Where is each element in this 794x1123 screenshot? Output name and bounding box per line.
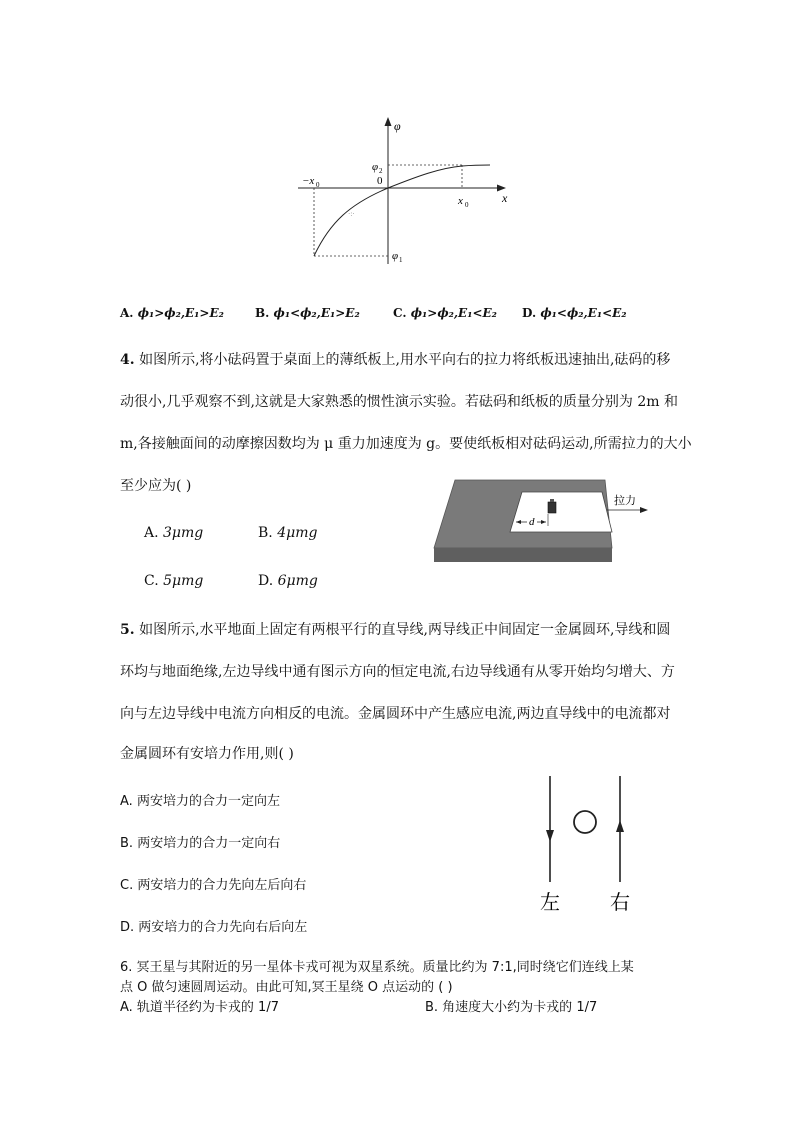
option-letter: D.: [120, 920, 135, 935]
y-axis-arrow: [385, 117, 392, 126]
table-edge: [434, 548, 612, 562]
q4-line-2: 动很小,几乎观察不到,这就是大家熟悉的惯性演示实验。若砝码和纸板的质量分别为 2m 和: [120, 394, 678, 410]
option-text: 4μmg: [277, 525, 318, 541]
phi2-subscript: 2: [379, 167, 383, 175]
q3-option-d: [522, 304, 627, 322]
q4-option-c: [144, 572, 203, 590]
option-letter: A.: [144, 525, 159, 541]
q3-option-a: [120, 304, 224, 322]
option-text: 两安培力的合力一定向右: [137, 836, 281, 851]
option-text: 两安培力的合力先向左后向右: [137, 878, 307, 893]
option-letter: C.: [120, 878, 134, 893]
option-letter: D.: [258, 573, 274, 589]
question-number: 4.: [120, 352, 135, 368]
option-text: 两安培力的合力一定向左: [136, 794, 280, 809]
q4-line-1: [120, 351, 670, 369]
weight-block: [548, 502, 556, 513]
phi1-label: φ: [392, 250, 399, 262]
left-label: 左: [540, 890, 560, 914]
question-text: 如图所示,水平地面上固定有两根平行的直导线,两导线正中间固定一金属圆环,导线和圆: [139, 622, 671, 638]
question-number: 6.: [120, 960, 133, 975]
option-text: ϕ₁>ϕ₂,E₁<E₂: [410, 306, 497, 320]
option-letter: C.: [144, 573, 159, 589]
q5-option-d: [120, 919, 307, 937]
q6-option-a: A. 轨道半径约为卡戎的 1/7: [120, 1000, 279, 1015]
q5-line-1: [120, 621, 670, 639]
force-label: 拉力: [614, 494, 636, 507]
option-text: ϕ₁<ϕ₂,E₁<E₂: [540, 306, 627, 320]
right-label: 右: [610, 890, 630, 914]
option-letter: B.: [120, 836, 134, 851]
neg-x0-subscript: 0: [316, 181, 320, 189]
option-letter: A.: [120, 794, 133, 809]
option-letter: A.: [120, 306, 134, 320]
q5-line-3: 向与左边导线中电流方向相反的电流。金属圆环中产生感应电流,两边直导线中的电流都对: [120, 706, 671, 722]
option-text: ϕ₁>ϕ₂,E₁>E₂: [137, 306, 224, 320]
q5-line-2: 环均与地面绝缘,左边导线中通有图示方向的恒定电流,右边导线通有从零开始均匀增大、方: [120, 664, 675, 680]
x-axis-label: x: [502, 191, 508, 205]
q6-line-2: 点 O 做匀速圆周运动。由此可知,冥王星绕 O 点运动的 ( ): [120, 980, 453, 995]
d-label: d: [529, 516, 535, 528]
q5-option-c: [120, 877, 306, 895]
phi2-label: φ: [372, 161, 379, 173]
origin-label: 0: [377, 175, 383, 187]
q3-option-b: [255, 304, 360, 322]
option-letter: C.: [393, 306, 407, 320]
q5-option-a: [120, 793, 280, 811]
phi1-subscript: 1: [399, 256, 403, 264]
question-text: 冥王星与其附近的另一星体卡戎可视为双星系统。质量比约为 7:1,同时绕它们连线上某: [136, 960, 634, 975]
table-paper-figure: [430, 478, 670, 568]
force-arrowhead: [640, 507, 648, 513]
q4-line-3: m,各接触面间的动摩擦因数均为 μ 重力加速度为 g。要使纸板相对砝码运动,所需拉力的大小: [120, 436, 692, 452]
x0-label: x: [458, 195, 463, 207]
q4-option-b: [258, 524, 317, 542]
option-text: 6μmg: [277, 573, 318, 589]
q4-option-d: [258, 572, 318, 590]
metal-ring: [574, 811, 596, 833]
q3-option-c: [393, 304, 497, 322]
q5-option-b: [120, 835, 280, 853]
weight-knob: [550, 499, 554, 502]
q5-line-4: 金属圆环有安培力作用,则( ): [120, 746, 294, 762]
option-text: 3μmg: [163, 525, 204, 541]
right-current-arrow: [616, 820, 624, 832]
q4-option-a: [144, 524, 203, 542]
q6-option-b: B. 角速度大小约为卡戎的 1/7: [425, 1000, 598, 1015]
phi-curve: [314, 165, 490, 256]
phi-axis-label: φ: [394, 119, 401, 133]
option-letter: D.: [522, 306, 537, 320]
option-text: 5μmg: [163, 573, 204, 589]
option-letter: B.: [258, 525, 273, 541]
q4-line-4: 至少应为( ): [120, 478, 192, 494]
left-current-arrow: [546, 830, 554, 842]
option-text: ϕ₁<ϕ₂,E₁>E₂: [273, 306, 360, 320]
potential-graph: [290, 112, 520, 272]
q6-line-1: [120, 959, 634, 977]
option-text: 两安培力的合力先向右后向左: [138, 920, 308, 935]
x0-subscript: 0: [465, 201, 469, 209]
question-number: 5.: [120, 622, 135, 638]
question-text: 如图所示,将小砝码置于桌面上的薄纸板上,用水平向右的拉力将纸板迅速抽出,砝码的移: [139, 352, 671, 368]
neg-x0-label: −x: [302, 175, 315, 187]
option-letter: B.: [255, 306, 270, 320]
smudge-mark: ·:·: [348, 210, 355, 218]
wires-ring-figure: [530, 772, 640, 917]
paper-board: [510, 492, 612, 532]
